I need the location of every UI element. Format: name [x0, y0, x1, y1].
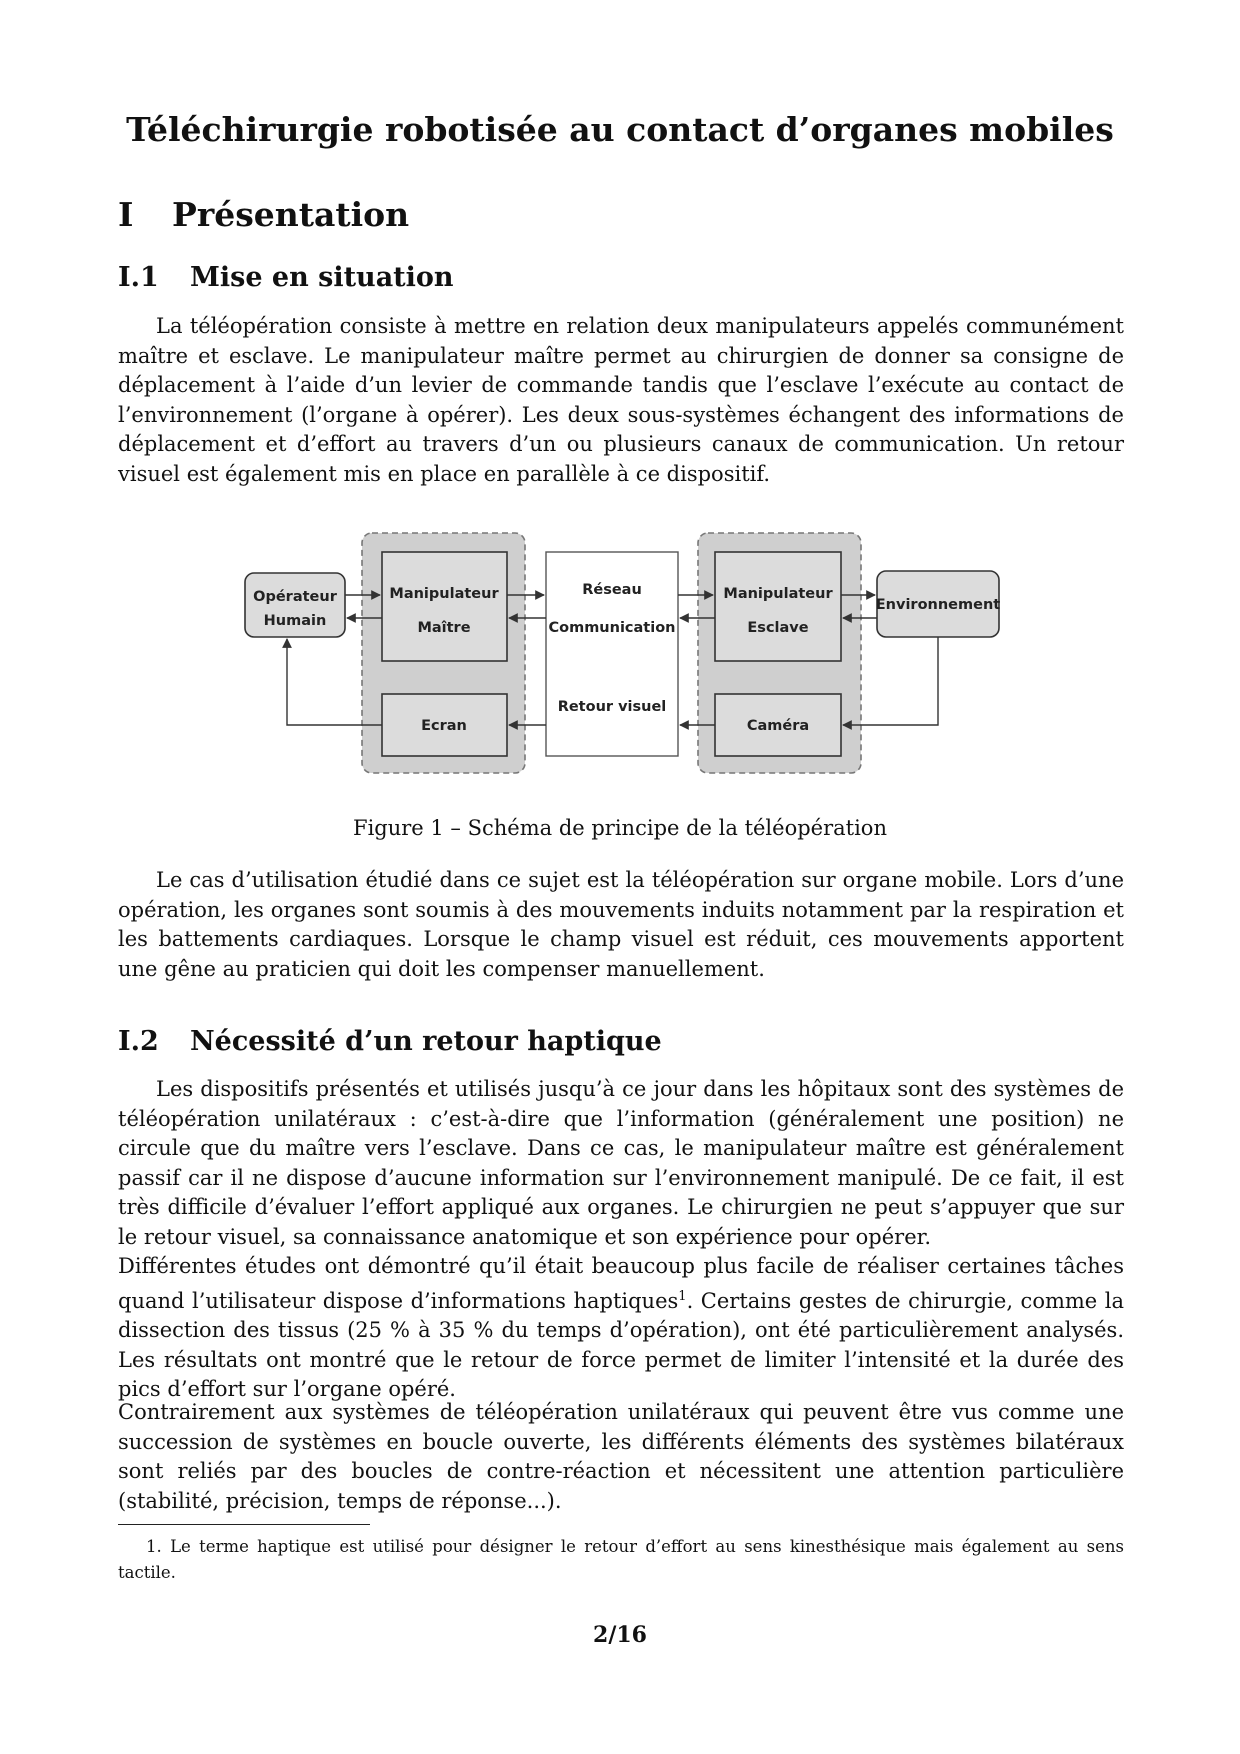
figure-caption: Figure 1 – Schéma de principe de la téléopération: [353, 816, 887, 840]
slave-manipulator-box: [715, 552, 841, 661]
master-manipulator-box: [382, 552, 507, 661]
footnote-rule: [118, 1524, 370, 1525]
page-number: 2/16: [593, 1622, 647, 1648]
section-heading: [118, 195, 409, 234]
paragraph-teleoperation: La téléopération consiste à mettre en relation deux manipulateurs appelés communément maître et esclave. Le manipulateur maître permet au chirurgien de donner sa consigne de déplacement à l’aide d’un levier de commande tandis que l’esclave l’exécute au contact de l’environnement (l’organe à opérer). Les deux sous-systèmes échangent des informations de déplacement et d’effort au travers d’un ou plusieurs canaux de communication. Un retour visuel est également mis en place en parallèle à ce dispositif.: [118, 314, 1124, 486]
section-number: I: [118, 195, 134, 234]
network-label-1: Réseau: [582, 582, 642, 598]
environment-label: Environnement: [875, 597, 1001, 613]
subsection-heading-2: [118, 1026, 662, 1057]
studies-text-end: . Certains gestes de chirurgie, comme la dissection des tissus (25 % à 35 % du temps d’opération), ont été particulièrement analysés. Les résultats ont montré que le retour de force permet de limiter l’intensité et la durée des pics d’effort sur l’organe opéré.: [118, 1288, 1124, 1401]
paragraph-unilateral: Les dispositifs présentés et utilisés jusqu’à ce jour dans les hôpitaux sont des systèmes de téléopération unilatéraux : c’est-à-dire que l’information (généralement une position) ne circule que du maître vers l’esclave. Dans ce cas, le manipulateur maître est généralement passif car il ne dispose d’aucune information sur l’environnement manipulé. De ce fait, il est très difficile d’évaluer l’effort appliqué aux organes. Le chirurgien ne peut s’appuyer que sur le retour visuel, sa connaissance anatomique et son expérience pour opérer.: [118, 1077, 1124, 1249]
camera-label: Caméra: [746, 718, 810, 734]
master-label-2: Maître: [417, 620, 471, 636]
master-label-1: Manipulateur: [389, 586, 499, 602]
footnote-ref[interactable]: 1: [678, 1288, 687, 1304]
slave-label-2: Esclave: [747, 620, 809, 636]
page-title: Téléchirurgie robotisée au contact d’organes mobiles: [126, 110, 1114, 149]
paragraph-studies: [118, 1252, 1124, 1405]
operator-label-2: Humain: [263, 613, 327, 629]
operator-label-1: Opérateur: [253, 589, 337, 605]
network-label-2: Communication: [548, 620, 676, 636]
section-title: Présentation: [172, 195, 410, 234]
visual-feedback-label: Retour visuel: [557, 699, 667, 715]
subsection-title: Mise en situation: [190, 262, 454, 293]
screen-label: Ecran: [421, 718, 467, 734]
slave-label-1: Manipulateur: [723, 586, 833, 602]
studies-text-start: Différentes études ont démontré qu’il était beaucoup plus facile de réaliser certaines tâches quand l’utilisateur dispose d’informations haptiques: [118, 1254, 1124, 1313]
footnote: 1. Le terme haptique est utilisé pour désigner le retour d’effort au sens kinesthésique mais également au sens tactile.: [118, 1537, 1124, 1582]
paragraph-mobile-organ: Le cas d’utilisation étudié dans ce sujet est la téléopération sur organe mobile. Lors d’une opération, les organes sont soumis à des mouvements induits notamment par la respiration et les battements cardiaques. Lorsque le champ visuel est réduit, ces mouvements apportent une gêne au praticien qui doit les compenser manuellement.: [118, 868, 1124, 981]
subsection-title: Nécessité d’un retour haptique: [190, 1026, 662, 1057]
subsection-number: I.2: [118, 1026, 159, 1057]
teleoperation-diagram: [240, 528, 1005, 778]
subsection-number: I.1: [118, 262, 159, 293]
paragraph-bilateral: Contrairement aux systèmes de téléopération unilatéraux qui peuvent être vus comme une succession de systèmes en boucle ouverte, les différents éléments des systèmes bilatéraux sont reliés par des boucles de contre-réaction et nécessitent une attention particulière (stabilité, précision, temps de réponse...).: [118, 1400, 1124, 1513]
subsection-heading-1: [118, 262, 454, 293]
